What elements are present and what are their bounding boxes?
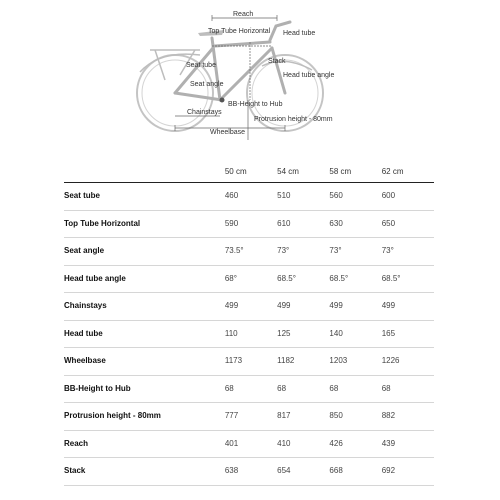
label-stack: Stack: [268, 58, 286, 65]
table-cell: 850: [329, 403, 381, 431]
table-row: [64, 238, 434, 266]
table-corner: [64, 162, 225, 183]
top-tube-line: [215, 42, 270, 46]
table-row: [64, 430, 434, 458]
table-cell: 401: [225, 430, 277, 458]
row-label: Protrusion height - 80mm: [64, 403, 225, 431]
table-cell: 654: [277, 458, 329, 486]
label-chainstays: Chainstays: [187, 109, 222, 116]
table-cell: 1203: [329, 348, 381, 376]
table-cell: 410: [277, 430, 329, 458]
table-cell: 73.5°: [225, 238, 277, 266]
table-cell: 68: [329, 375, 381, 403]
table-cell: 499: [277, 293, 329, 321]
table-cell: 68.5°: [329, 265, 381, 293]
table-row: [64, 348, 434, 376]
size-header: 58 cm: [329, 162, 381, 183]
label-bb-height: BB-Height to Hub: [228, 101, 283, 108]
table-cell: 68.5°: [382, 265, 434, 293]
table-cell: 140: [329, 320, 381, 348]
row-label: Reach: [64, 430, 225, 458]
label-wheelbase: Wheelbase: [210, 129, 246, 136]
table-cell: 510: [277, 183, 329, 211]
table-cell: 68: [277, 375, 329, 403]
label-head-tube: Head tube: [283, 30, 316, 37]
table-cell: 590: [225, 210, 277, 238]
table-cell: 68°: [225, 265, 277, 293]
table-cell: 882: [382, 403, 434, 431]
row-label: BB-Height to Hub: [64, 375, 225, 403]
label-head-tube-angle: Head tube angle: [283, 72, 335, 79]
table-row: [64, 320, 434, 348]
table-cell: 1173: [225, 348, 277, 376]
row-label: Stack: [64, 458, 225, 486]
table-row: [64, 293, 434, 321]
table-row: [64, 265, 434, 293]
table-body: [64, 183, 434, 486]
row-label: Seat tube: [64, 183, 225, 211]
size-header: 62 cm: [382, 162, 434, 183]
table-cell: 68: [225, 375, 277, 403]
label-reach: Reach: [233, 11, 254, 18]
table-cell: 650: [382, 210, 434, 238]
table-cell: 630: [329, 210, 381, 238]
table-cell: 560: [329, 183, 381, 211]
bike-geometry-diagram: [0, 0, 500, 150]
label-seat-tube: Seat tube: [186, 62, 216, 69]
table-cell: 638: [225, 458, 277, 486]
geometry-table: [64, 162, 434, 486]
table-cell: 426: [329, 430, 381, 458]
table-cell: 692: [382, 458, 434, 486]
table-cell: 499: [225, 293, 277, 321]
table-cell: 1182: [277, 348, 329, 376]
table-row: [64, 183, 434, 211]
table-cell: 439: [382, 430, 434, 458]
row-label: Top Tube Horizontal: [64, 210, 225, 238]
table-row: [64, 403, 434, 431]
size-header: 50 cm: [225, 162, 277, 183]
chainstay-line: [175, 93, 222, 100]
table-row: [64, 375, 434, 403]
table-cell: 499: [329, 293, 381, 321]
table-cell: 460: [225, 183, 277, 211]
bike-frame-drawing: [0, 0, 500, 150]
row-label: Head tube angle: [64, 265, 225, 293]
table-cell: 68.5°: [277, 265, 329, 293]
label-protrusion: Protrusion height - 80mm: [254, 116, 333, 123]
table-cell: 777: [225, 403, 277, 431]
table-cell: 499: [382, 293, 434, 321]
label-top-tube-horizontal: Top Tube Horizontal: [208, 28, 271, 35]
row-label: Wheelbase: [64, 348, 225, 376]
table-row: [64, 210, 434, 238]
table-cell: 73°: [329, 238, 381, 266]
table-row: [64, 458, 434, 486]
size-header-row: [64, 162, 434, 183]
table-cell: 600: [382, 183, 434, 211]
table-cell: 110: [225, 320, 277, 348]
table-cell: 817: [277, 403, 329, 431]
row-label: Seat angle: [64, 238, 225, 266]
table-cell: 165: [382, 320, 434, 348]
table-cell: 73°: [277, 238, 329, 266]
size-header: 54 cm: [277, 162, 329, 183]
row-label: Chainstays: [64, 293, 225, 321]
table-cell: 1226: [382, 348, 434, 376]
table-cell: 73°: [382, 238, 434, 266]
table-cell: 125: [277, 320, 329, 348]
table-cell: 668: [329, 458, 381, 486]
table-cell: 610: [277, 210, 329, 238]
label-seat-angle: Seat angle: [190, 81, 224, 88]
row-label: Head tube: [64, 320, 225, 348]
table-cell: 68: [382, 375, 434, 403]
